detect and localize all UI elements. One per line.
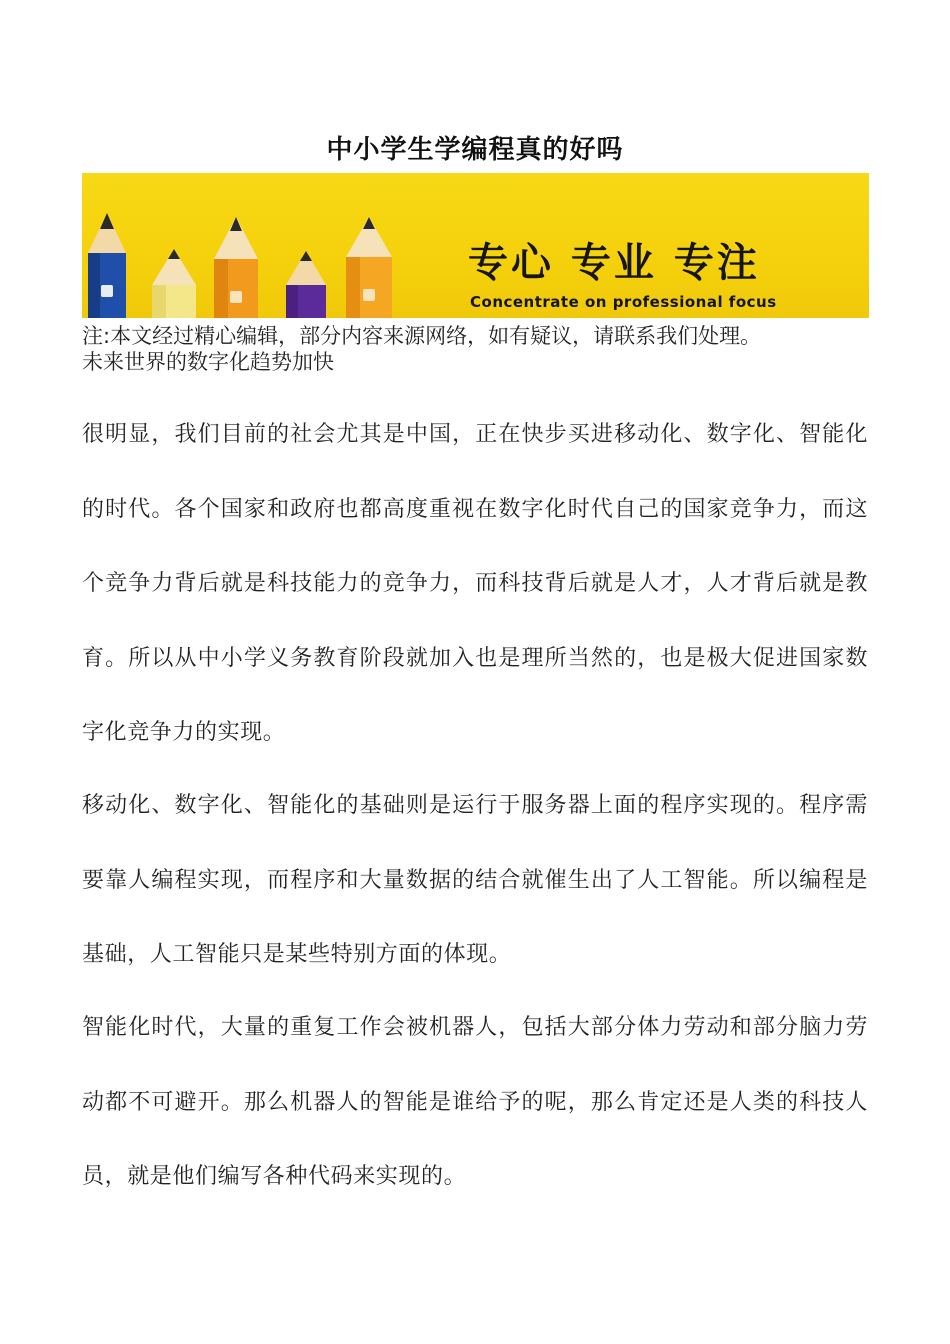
yellow-pencil-icon bbox=[152, 249, 196, 318]
blue-pencil-icon bbox=[88, 213, 126, 318]
note-line-1: 注:本文经过精心编辑，部分内容来源网络，如有疑议，请联系我们处理。 bbox=[82, 324, 762, 348]
note-line-2: 未来世界的数字化趋势加快 bbox=[82, 350, 334, 374]
banner-image bbox=[82, 173, 869, 318]
orange-pencil-icon-2 bbox=[346, 217, 392, 318]
paragraph-2: 移动化、数字化、智能化的基础则是运行于服务器上面的程序实现的。程序需要靠人编程实现，而程序和大量数据的结合就催生出了人工智能。所以编程是基础，人工智能只是某些特别方面的体现。 bbox=[82, 793, 868, 967]
purple-pencil-icon bbox=[286, 251, 326, 318]
orange-pencil-icon bbox=[214, 217, 258, 318]
paragraph-3: 智能化时代，大量的重复工作会被机器人，包括大部分体力劳动和部分脑力劳动都不可避开。那么机器人的智能是谁给予的呢，那么肯定还是人类的科技人员，就是他们编写各种代码来实现的。 bbox=[82, 1015, 868, 1189]
paragraph-1: 很明显，我们目前的社会尤其是中国，正在快步买进移动化、数字化、智能化的时代。各个国家和政府也都高度重视在数字化时代自己的国家竞争力，而这个竞争力背后就是科技能力的竞争力，而科技背后就是人才，人才背后就是教育。所以从中小学义务教育阶段就加入也是理所当然的，也是极大促进国家数字化竞争力的实现。 bbox=[82, 422, 868, 745]
banner-subline: Concentrate on professional focus bbox=[470, 293, 777, 311]
editor-note bbox=[82, 323, 882, 375]
document-title: 中小学生学编程真的好吗 bbox=[326, 135, 624, 165]
banner-headline: 专心 专业 专注 bbox=[468, 240, 760, 286]
